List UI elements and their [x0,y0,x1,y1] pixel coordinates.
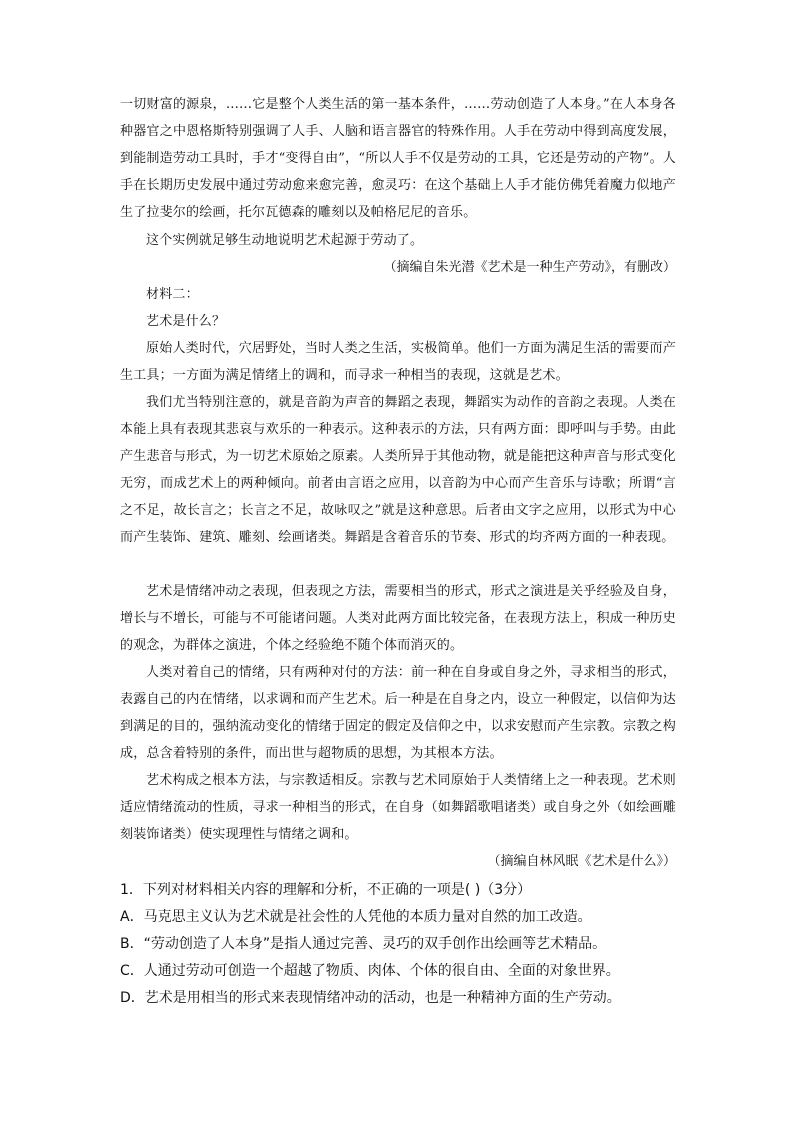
option-d: D．艺术是用相当的形式来表现情绪冲动的活动，也是一种精神方面的生产劳动。 [120,990,621,1006]
option-c: C．人通过劳动可创造一个超越了物质、肉体、个体的很自由、全面的对象世界。 [120,963,620,979]
question-1-stem: 1．下列对材料相关内容的理解和分析，不正确的一项是( )（3分） [120,882,532,898]
material1-conclusion: 这个实例就足够生动地说明艺术起源于劳动了。 [146,233,424,248]
option-a: A．马克思主义认为艺术就是社会性的人凭他的本质力量对自然的加工改造。 [120,909,592,925]
material2-paragraph-4: 人类对着自己的情绪，只有两种对付的方法：前一种在自身或自身之外，寻求相当的形式，表露自己的内在情绪，以求调和而产生艺术。后一种是在自身之内，设立一种假定，以信仰为达到满足的目的，强纳流动变化的情绪于固定的假定及信仰之中，以求安慰而产生宗教。宗教之构成，总含着特别的条件，而出世与超物质的思想，为其根本方法。 [120,665,676,761]
material2-question: 艺术是什么？ [146,314,226,329]
material2-paragraph-5: 艺术构成之根本方法，与宗教适相反。宗教与艺术同原始于人类情绪上之一种表现。艺术则适应情绪流动的性质，寻求一种相当的形式，在自身（如舞蹈歌唱诸类）或自身之外（如绘画雕刻装饰诸类）使实现理性与情绪之调和。 [120,773,676,842]
material2-heading: 材料二： [146,287,199,302]
option-b: B．“劳动创造了人本身”是指人通过完善、灵巧的双手创作出绘画等艺术精品。 [120,936,607,952]
material2-source: （摘编自林风眠《艺术是什么》） [487,854,676,869]
material2-paragraph-2: 我们尤当特别注意的，就是音韵为声音的舞蹈之表现，舞蹈实为动作的音韵之表现。人类在本能上具有表现其悲哀与欢乐的一种表示。这种表示的方法，只有两方面：即呼叫与手势。由此产生悲音与形式，为一切艺术原始之原素。人类所异于其他动物，就是能把这种声音与形式变化无穷，而成艺术上的两种倾向。前者由言语之应用，以音韵为中心而产生音乐与诗歌；所谓“言之不足，故长言之；长言之不足，故咏叹之”就是这种意思。后者由文字之应用，以形式为中心而产生装饰、建筑、雕刻、绘画诸类。舞蹈是含着音乐的节奏、形式的均齐两方面的一种表现。 [120,395,676,545]
material2-paragraph-1: 原始人类时代，穴居野处，当时人类之生活，实极简单。他们一方面为满足生活的需要而产生工具；一方面为满足情绪上的调和，而寻求一种相当的表现，这就是艺术。 [120,341,676,383]
question-1 [120,877,690,1012]
material1-continuation: 一切财富的源泉，……它是整个人类生活的第一基本条件，……劳动创造了人本身。”在人本身各种器官之中恩格斯特别强调了人手、人脑和语言器官的特殊作用。人手在劳动中得到高度发展，到能制造劳动工具时，手才“变得自由”，“所以人手不仅是劳动的工具，它还是劳动的产物”。人手在长期历史发展中通过劳动愈来愈完善，愈灵巧：在这个基础上人手才能仿佛凭着魔力似地产生了拉斐尔的绘画，托尔瓦德森的雕刻以及帕格尼尼的音乐。 [120,97,676,220]
material2-paragraph-3: 艺术是情绪冲动之表现，但表现之方法，需要相当的形式，形式之演进是关乎经验及自身，增长与不增长，可能与不可能诸问题。人类对此两方面比较完备，在表现方法上，积成一种历史的观念，为群体之演进，个体之经验绝不随个体而消灭的。 [120,584,676,653]
material1-source: （摘编自朱光潜《艺术是一种生产劳动》，有删改） [383,260,676,275]
